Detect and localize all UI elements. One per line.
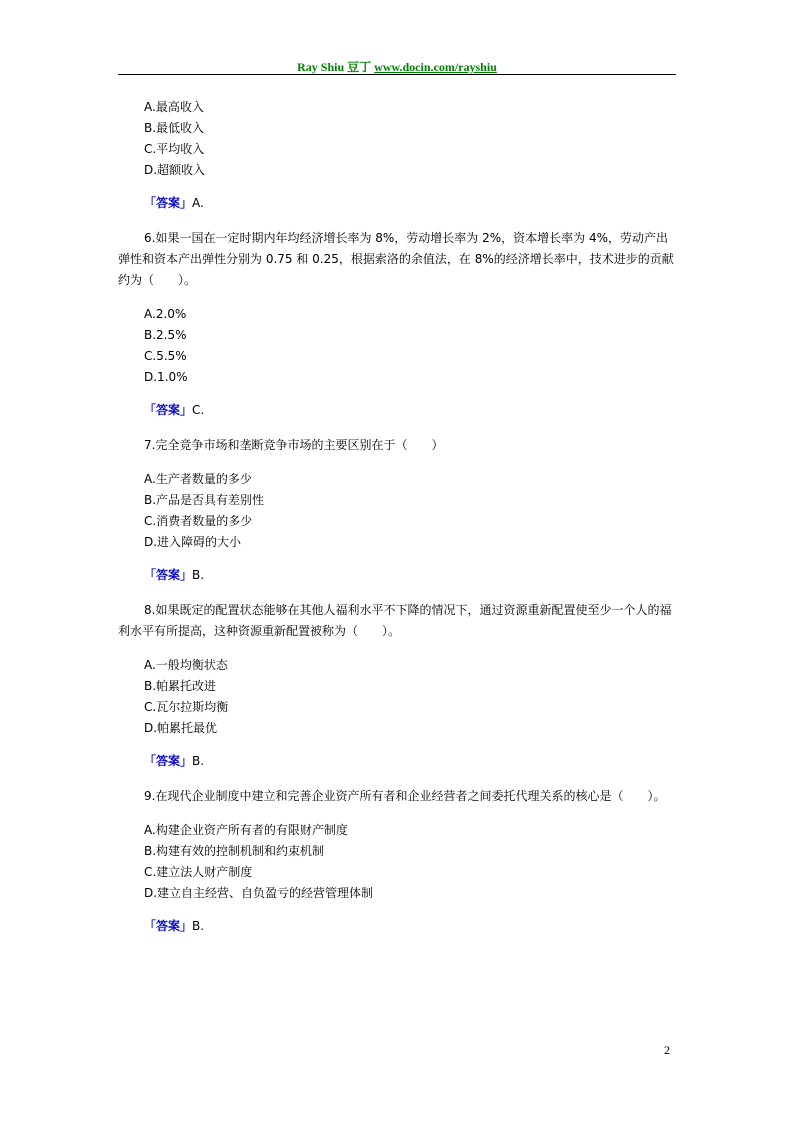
option-c: C.建立法人财产制度 [144, 865, 253, 879]
question-text: 7.完全竞争市场和垄断竞争市场的主要区别在于（ ） [144, 438, 444, 452]
header-url-link[interactable]: www.docin.com/rayshiu [374, 60, 497, 74]
answer-line [118, 400, 678, 421]
answer-tag: 「答案」 [144, 196, 193, 210]
option-b: B.构建有效的控制机制和约束机制 [144, 844, 325, 858]
question-block [118, 228, 678, 421]
option-a: A.2.0% [144, 307, 187, 321]
answer-value: B. [192, 919, 205, 933]
document-body [118, 97, 678, 951]
answer-tag: 「答案」 [144, 754, 193, 768]
question-block [118, 97, 678, 214]
page-header [118, 58, 676, 75]
option-b: B.2.5% [144, 328, 187, 342]
question-block [118, 600, 678, 772]
answer-value: B. [192, 754, 205, 768]
option-c: C.消费者数量的多少 [144, 514, 253, 528]
question-block [118, 435, 678, 586]
option-d: D.1.0% [144, 370, 188, 384]
header-author: Ray Shiu [297, 60, 345, 74]
option-d: D.建立自主经营、自负盈亏的经营管理体制 [144, 886, 374, 900]
option-b: B.产品是否具有差别性 [144, 493, 265, 507]
option-d: D.进入障碍的大小 [144, 535, 242, 549]
option-a: A.构建企业资产所有者的有限财产制度 [144, 823, 348, 837]
header-site-name: 豆丁 [347, 60, 372, 74]
option-b: B.帕累托改进 [144, 679, 217, 693]
answer-value: C. [192, 403, 205, 417]
page-number: 2 [664, 1043, 670, 1057]
answer-tag: 「答案」 [144, 568, 193, 582]
question-text: 9.在现代企业制度中建立和完善企业资产所有者和企业经营者之间委托代理关系的核心是（ ）。 [144, 789, 666, 803]
option-c: C.平均收入 [144, 142, 205, 156]
answer-tag: 「答案」 [144, 403, 193, 417]
question-text: 8.如果既定的配置状态能够在其他人福利水平不下降的情况下，通过资源重新配置使至少一个人的福利水平有所提高，这种资源重新配置被称为（ ）。 [118, 603, 672, 638]
answer-line [118, 751, 678, 772]
answer-line [118, 193, 678, 214]
option-d: D.超额收入 [144, 163, 206, 177]
option-a: A.一般均衡状态 [144, 658, 228, 672]
header-divider [118, 74, 676, 75]
answer-line [118, 565, 678, 586]
answer-line [118, 916, 678, 937]
option-d: D.帕累托最优 [144, 721, 218, 735]
option-c: C.5.5% [144, 349, 187, 363]
question-block [118, 786, 678, 937]
option-b: B.最低收入 [144, 121, 205, 135]
answer-value: A. [192, 196, 204, 210]
option-a: A.最高收入 [144, 100, 204, 114]
option-a: A.生产者数量的多少 [144, 472, 252, 486]
option-c: C.瓦尔拉斯均衡 [144, 700, 229, 714]
answer-value: B. [192, 568, 205, 582]
answer-tag: 「答案」 [144, 919, 193, 933]
question-text: 6.如果一国在一定时期内年均经济增长率为 8%，劳动增长率为 2%，资本增长率为 4%，劳动产出弹性和资本产出弹性分别为 0.75 和 0.25，根据索洛的余值法，在 8%的经济增长率中，技术进步的贡献约为（ ）。 [118, 231, 674, 287]
